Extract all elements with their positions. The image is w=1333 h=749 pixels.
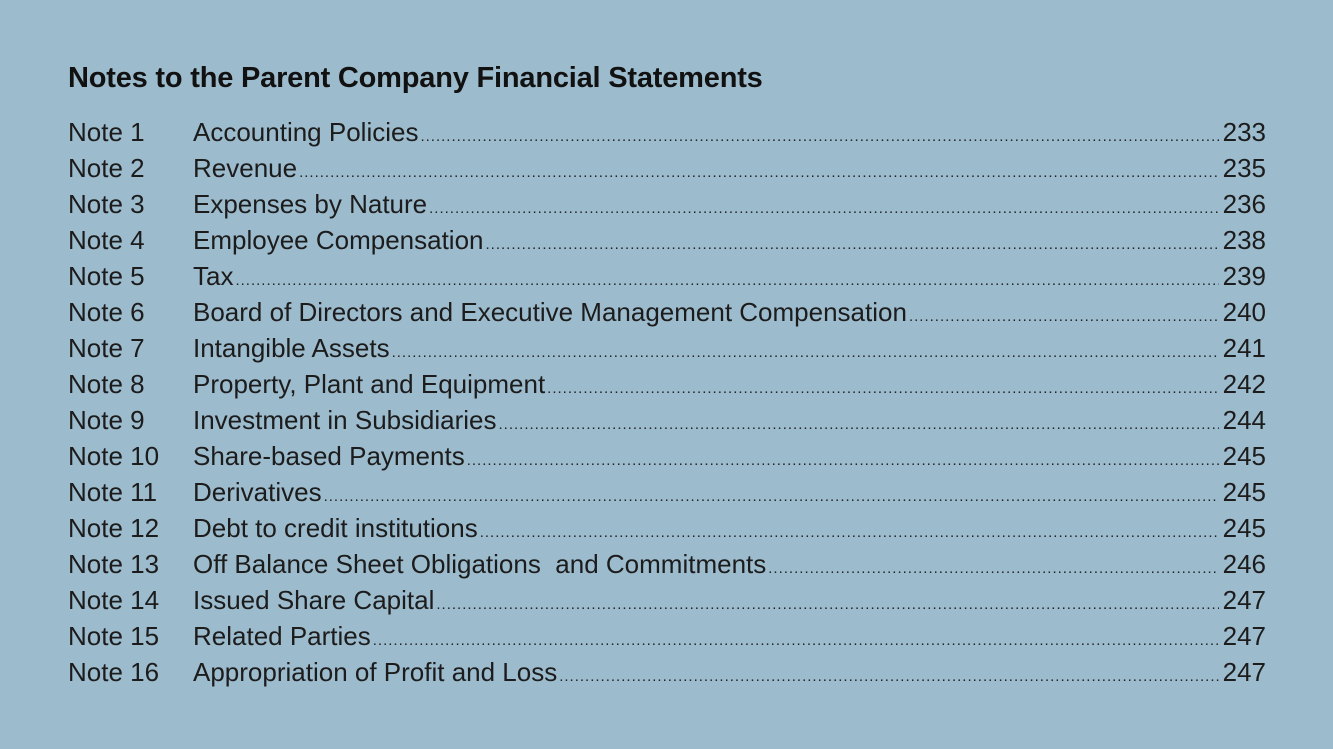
dot-leader bbox=[547, 371, 1218, 402]
note-label: Note 1 bbox=[68, 117, 145, 147]
note-label: Note 8 bbox=[68, 369, 145, 399]
note-label: Note 2 bbox=[68, 153, 145, 183]
toc-entry[interactable] bbox=[68, 258, 1266, 294]
note-title: Derivatives bbox=[193, 477, 322, 507]
toc-entry[interactable] bbox=[68, 546, 1266, 582]
dot-leader bbox=[559, 659, 1218, 690]
toc-entry[interactable] bbox=[68, 294, 1266, 330]
note-label: Note 12 bbox=[68, 513, 160, 543]
dot-leader bbox=[498, 407, 1218, 438]
note-label: Note 10 bbox=[68, 441, 160, 471]
page-number: 239 bbox=[1222, 261, 1266, 291]
note-label: Note 3 bbox=[68, 189, 145, 219]
note-label: Note 14 bbox=[68, 585, 160, 615]
note-title: Board of Directors and Executive Management Compensation bbox=[193, 297, 907, 327]
dot-leader bbox=[768, 551, 1218, 582]
note-title: Share-based Payments bbox=[193, 441, 465, 471]
page-number: 247 bbox=[1222, 585, 1266, 615]
table-of-contents bbox=[68, 58, 1266, 690]
page-number: 238 bbox=[1222, 225, 1266, 255]
note-title: Off Balance Sheet Obligations and Commitments bbox=[193, 549, 767, 579]
note-title: Expenses by Nature bbox=[193, 189, 428, 219]
note-title: Issued Share Capital bbox=[193, 585, 435, 615]
note-title: Investment in Subsidiaries bbox=[193, 405, 497, 435]
toc-entry[interactable] bbox=[68, 150, 1266, 186]
note-label: Note 16 bbox=[68, 657, 160, 687]
toc-entry[interactable] bbox=[68, 222, 1266, 258]
page-number: 245 bbox=[1222, 441, 1266, 471]
notes-list bbox=[68, 114, 1266, 690]
note-label: Note 6 bbox=[68, 297, 145, 327]
page-number: 246 bbox=[1222, 549, 1266, 579]
dot-leader bbox=[299, 155, 1219, 186]
page-title: Notes to the Parent Company Financial Statements bbox=[68, 62, 763, 94]
note-label: Note 13 bbox=[68, 549, 160, 579]
dot-leader bbox=[486, 227, 1219, 258]
page-number: 245 bbox=[1222, 513, 1266, 543]
page-number: 244 bbox=[1222, 405, 1266, 435]
note-title: Tax bbox=[193, 261, 234, 291]
dot-leader bbox=[429, 191, 1218, 222]
toc-entry[interactable] bbox=[68, 618, 1266, 654]
page-number: 235 bbox=[1222, 153, 1266, 183]
dot-leader bbox=[480, 515, 1219, 546]
toc-entry[interactable] bbox=[68, 186, 1266, 222]
dot-leader bbox=[324, 479, 1219, 510]
note-title: Debt to credit institutions bbox=[193, 513, 478, 543]
page-number: 240 bbox=[1222, 297, 1266, 327]
toc-entry[interactable] bbox=[68, 474, 1266, 510]
dot-leader bbox=[436, 587, 1218, 618]
note-title: Intangible Assets bbox=[193, 333, 390, 363]
page-number: 247 bbox=[1222, 621, 1266, 651]
toc-entry[interactable] bbox=[68, 654, 1266, 690]
page-number: 241 bbox=[1222, 333, 1266, 363]
dot-leader bbox=[373, 623, 1219, 654]
toc-entry[interactable] bbox=[68, 582, 1266, 618]
note-title: Employee Compensation bbox=[193, 225, 484, 255]
note-label: Note 11 bbox=[68, 477, 158, 507]
page-number: 245 bbox=[1222, 477, 1266, 507]
note-label: Note 15 bbox=[68, 621, 160, 651]
note-title: Accounting Policies bbox=[193, 117, 419, 147]
dot-leader bbox=[235, 263, 1218, 294]
note-title: Appropriation of Profit and Loss bbox=[193, 657, 558, 687]
note-label: Note 5 bbox=[68, 261, 145, 291]
toc-entry[interactable] bbox=[68, 510, 1266, 546]
dot-leader bbox=[909, 299, 1219, 330]
note-title: Property, Plant and Equipment bbox=[193, 369, 546, 399]
toc-entry[interactable] bbox=[68, 114, 1266, 150]
page-number: 247 bbox=[1222, 657, 1266, 687]
note-label: Note 7 bbox=[68, 333, 145, 363]
note-label: Note 4 bbox=[68, 225, 145, 255]
page-number: 242 bbox=[1222, 369, 1266, 399]
toc-entry[interactable] bbox=[68, 366, 1266, 402]
dot-leader bbox=[467, 443, 1219, 474]
toc-entry[interactable] bbox=[68, 330, 1266, 366]
note-title: Related Parties bbox=[193, 621, 371, 651]
toc-entry[interactable] bbox=[68, 438, 1266, 474]
page-number: 233 bbox=[1222, 117, 1266, 147]
dot-leader bbox=[420, 119, 1218, 150]
dot-leader bbox=[392, 335, 1219, 366]
note-title: Revenue bbox=[193, 153, 298, 183]
toc-entry[interactable] bbox=[68, 402, 1266, 438]
note-label: Note 9 bbox=[68, 405, 145, 435]
page-number: 236 bbox=[1222, 189, 1266, 219]
